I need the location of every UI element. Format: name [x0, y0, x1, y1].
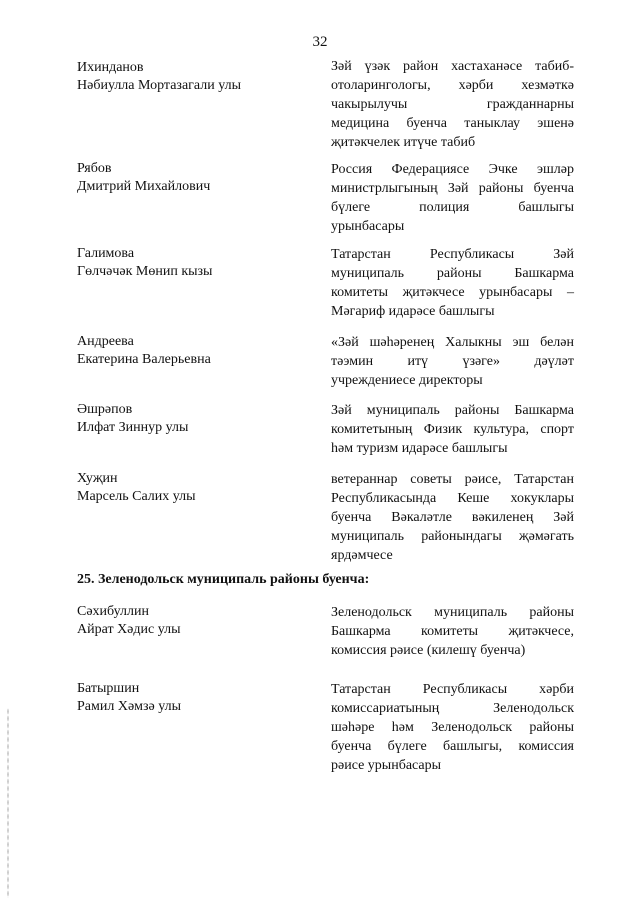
- role-line: учреждениесе директоры: [331, 373, 483, 388]
- member-name: [77, 680, 307, 716]
- member-surname: Галимова: [77, 246, 135, 261]
- role-line: «Зәй шәһәренең Халыкны эш белән: [331, 335, 574, 350]
- member-name: [77, 160, 307, 196]
- member-name: [77, 245, 307, 281]
- role-line: ветераннар советы рәисе, Татарстан: [331, 472, 574, 487]
- member-surname: Батыршин: [77, 681, 140, 696]
- member-role: [331, 401, 574, 458]
- member-role: [331, 245, 574, 321]
- member-role: [331, 160, 574, 236]
- role-line: Татарстан Республикасы Зәй: [331, 247, 574, 262]
- member-given-name: Илфат Зиннур улы: [77, 420, 189, 435]
- member-name: [77, 603, 307, 639]
- role-line: муниципаль районындагы җәмәгать: [331, 529, 574, 544]
- member-given-name: Дмитрий Михайлович: [77, 179, 211, 194]
- member-role: [331, 603, 574, 660]
- member-given-name: Рамил Хәмзә улы: [77, 699, 182, 714]
- role-line: комиссариатының Зеленодольск: [331, 701, 574, 716]
- member-role: [331, 470, 574, 565]
- role-line: буенча Вәкаләтле вәкиленең Зәй: [331, 510, 574, 525]
- role-line: тәэмин итү үзәге» дәүләт: [331, 354, 574, 369]
- role-line: министрлыгының Зәй районы буенча: [331, 181, 574, 196]
- member-surname: Хуҗин: [77, 471, 118, 486]
- section-heading: 25. Зеленодольск муниципаль районы буенча:: [77, 572, 370, 587]
- role-line: медицина буенча таныклау эшенә: [331, 116, 574, 131]
- role-line: отоларингологы, хәрби хезмәткә: [331, 78, 574, 93]
- member-name: [77, 59, 307, 95]
- member-role: [331, 333, 574, 390]
- role-line: рәисе урынбасары: [331, 758, 442, 773]
- role-line: Зәй муниципаль районы Башкарма: [331, 403, 574, 418]
- member-given-name: Екатерина Валерьевна: [77, 352, 211, 367]
- member-role: [331, 680, 574, 775]
- role-line: һәм туризм идарәсе башлыгы: [331, 441, 508, 456]
- role-line: Зәй үзәк район хастаханәсе табиб-: [331, 59, 574, 74]
- member-given-name: Марсель Салих улы: [77, 489, 196, 504]
- role-line: җитәкчелек итүче табиб: [331, 135, 476, 150]
- role-line: Татарстан Республикасы хәрби: [331, 682, 574, 697]
- page-number: 32: [312, 34, 328, 50]
- member-given-name: Айрат Хәдис улы: [77, 622, 181, 637]
- scan-margin-dots: [7, 708, 9, 898]
- member-role: [331, 57, 574, 152]
- role-line: бүлеге полиция башлыгы: [331, 200, 574, 215]
- member-given-name: Гөлчәчәк Мөнип кызы: [77, 264, 213, 279]
- role-line: Зеленодольск муниципаль районы: [331, 605, 574, 620]
- role-line: Республикасында Кеше хокуклары: [331, 491, 574, 506]
- member-name: [77, 333, 307, 369]
- member-name: [77, 470, 307, 506]
- role-line: комитетының Физик культура, спорт: [331, 422, 574, 437]
- role-line: комиссия рәисе (килешү буенча): [331, 643, 526, 658]
- member-given-name: Нәбиулла Мортазагали улы: [77, 78, 242, 93]
- role-line: Мәгариф идарәсе башлыгы: [331, 304, 495, 319]
- member-surname: Рябов: [77, 161, 112, 176]
- member-surname: Андреева: [77, 334, 134, 349]
- member-name: [77, 401, 307, 437]
- role-line: урынбасары: [331, 219, 405, 234]
- role-line: буенча бүлеге башлыгы, комиссия: [331, 739, 574, 754]
- member-surname: Ихинданов: [77, 60, 144, 75]
- member-surname: Сәхибуллин: [77, 604, 149, 619]
- member-surname: Әшрәпов: [77, 402, 133, 417]
- role-line: комитеты җитәкчесе урынбасары –: [331, 285, 574, 300]
- role-line: муниципаль районы Башкарма: [331, 266, 574, 281]
- role-line: ярдәмчесе: [331, 548, 393, 563]
- role-line: чакырылучы гражданнарны: [331, 97, 574, 112]
- role-line: Башкарма комитеты җитәкчесе,: [331, 624, 574, 639]
- role-line: шәһәре һәм Зеленодольск районы: [331, 720, 574, 735]
- role-line: Россия Федерациясе Эчке эшләр: [331, 162, 574, 177]
